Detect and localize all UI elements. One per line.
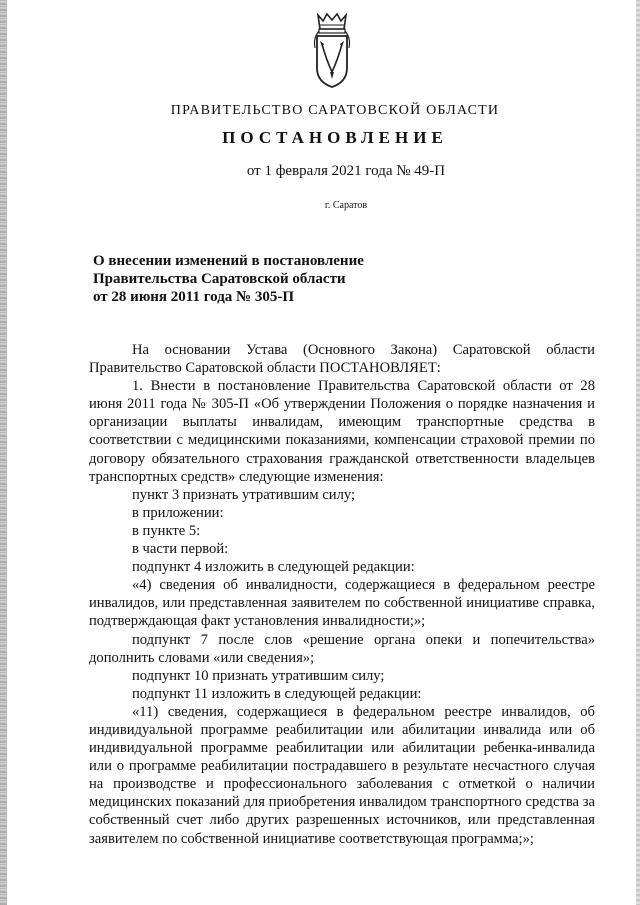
subject-line: О внесении изменений в постановление: [93, 253, 364, 269]
amendment-paragraph: подпункт 4 изложить в следующей редакции:: [132, 559, 415, 576]
quoted-text-paragraph: «11) сведения, содержащиеся в федеральном реестре инвалидов, об индивидуальной программе реабилитации или абилитации инвалида или об индивидуальной программе реабилитации или абилитации ребенка-инвалида или о программе реабилитации пострадавшего в результате несчастного случая на производстве и профессионального заболевания с отметкой о наличии медицинских показаний для приобретения инвалидом транспортного средства за собственный счет либо других разрешенных источников, или представленная заявителем по собственной инициативе соответствующая программа;»;: [89, 703, 595, 847]
decree-date-number: от 1 февраля 2021 года № 49-П: [246, 163, 446, 179]
decree-subject: [93, 252, 413, 306]
amendment-paragraph: пункт 3 признать утратившим силу;: [132, 486, 356, 503]
amendment-paragraph: подпункт 7 после слов «решение органа опеки и попечительства» дополнить словами «или сведения»;: [89, 631, 595, 666]
amendment-paragraph: подпункт 10 признать утратившим силу;: [132, 667, 385, 684]
amendment-paragraph: в части первой:: [132, 541, 229, 558]
quoted-text-paragraph: «4) сведения об инвалидности, содержащиеся в федеральном реестре инвалидов, или представленная заявителем по собственной инициативе справка, подтверждающая факт установления инвалидности;»;: [89, 577, 595, 630]
subject-line: от 28 июня 2011 года № 305-П: [93, 289, 295, 305]
amendment-paragraph: подпункт 11 изложить в следующей редакции:: [132, 685, 422, 702]
decree-city: г. Саратов: [324, 200, 368, 211]
decree-body: [89, 341, 595, 848]
decree-title: ПОСТАНОВЛЕНИЕ: [222, 128, 448, 147]
government-name: ПРАВИТЕЛЬСТВО САРАТОВСКОЙ ОБЛАСТИ: [170, 103, 500, 118]
item-1-paragraph: 1. Внести в постановление Правительства Саратовской области от 28 июня 2011 года № 305-П «Об утверждении Положения о порядке назначения и организации выплаты инвалидам, имеющим транспортные средства в соответствии с медицинскими показаниями, компенсации страховой премии по договору обязательного страхования гражданской ответственности владельцев транспортных средств» следующие изменения:: [89, 378, 595, 485]
amendment-paragraph: в приложении:: [132, 504, 224, 521]
amendment-paragraph: в пункте 5:: [132, 522, 201, 539]
preamble-paragraph: На основании Устава (Основного Закона) Саратовской области Правительство Саратовской области ПОСТАНОВЛЯЕТ:: [89, 342, 595, 377]
subject-line: Правительства Саратовской области: [93, 271, 346, 287]
coat-of-arms-icon: [309, 12, 355, 90]
